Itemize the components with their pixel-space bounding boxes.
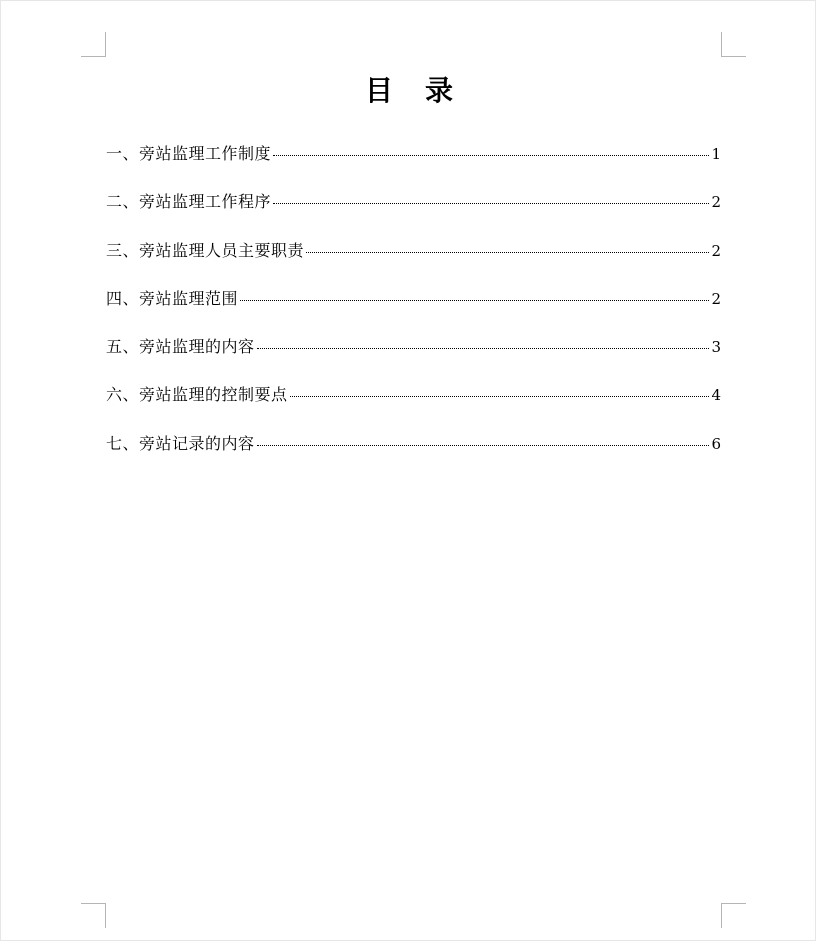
- toc-entry-page[interactable]: 6: [711, 434, 721, 453]
- toc-entry[interactable]: [106, 431, 721, 479]
- toc-dot-leader: [290, 396, 710, 397]
- toc-entry[interactable]: [106, 189, 721, 237]
- toc-entry-page[interactable]: 2: [711, 241, 721, 260]
- toc-entry-label[interactable]: 一、旁站监理工作制度: [106, 144, 272, 163]
- toc-title: [1, 71, 816, 111]
- toc-dot-leader: [273, 155, 709, 156]
- toc-entry[interactable]: [106, 141, 721, 189]
- toc-entry-page[interactable]: 3: [711, 338, 721, 357]
- toc-entry-label[interactable]: 五、旁站监理的内容: [106, 337, 255, 357]
- toc-title-char-1: 目: [364, 74, 425, 107]
- toc-entry-label[interactable]: 二、旁站监理工作程序: [106, 192, 272, 212]
- toc-entry-label[interactable]: 三、旁站监理人员主要职责: [106, 240, 305, 260]
- toc-entry[interactable]: [106, 286, 721, 334]
- toc-title-char-2: 录: [425, 74, 486, 107]
- toc-dot-leader: [240, 300, 709, 301]
- crop-mark-bottom-right: [721, 903, 746, 928]
- toc-entry-label[interactable]: 七、旁站记录的内容: [106, 433, 255, 453]
- toc-entry-label[interactable]: 六、旁站监理的控制要点: [106, 385, 288, 405]
- crop-mark-bottom-left: [81, 903, 106, 928]
- toc-dot-leader: [306, 252, 709, 253]
- toc-entry-page[interactable]: 2: [711, 193, 721, 212]
- toc-entry[interactable]: [106, 238, 721, 286]
- toc-entry-label[interactable]: 四、旁站监理范围: [106, 288, 239, 308]
- toc-dot-leader: [273, 203, 709, 204]
- toc-entry[interactable]: [106, 334, 721, 382]
- toc-entry-page[interactable]: 1: [711, 145, 721, 163]
- toc-entry-page[interactable]: 2: [711, 289, 721, 308]
- toc-dot-leader: [257, 348, 710, 349]
- crop-mark-top-right: [721, 32, 746, 57]
- toc-entry-page[interactable]: 4: [711, 386, 721, 405]
- toc-entry[interactable]: [106, 382, 721, 430]
- crop-mark-top-left: [81, 32, 106, 57]
- toc-list: [106, 141, 721, 479]
- toc-dot-leader: [257, 445, 710, 446]
